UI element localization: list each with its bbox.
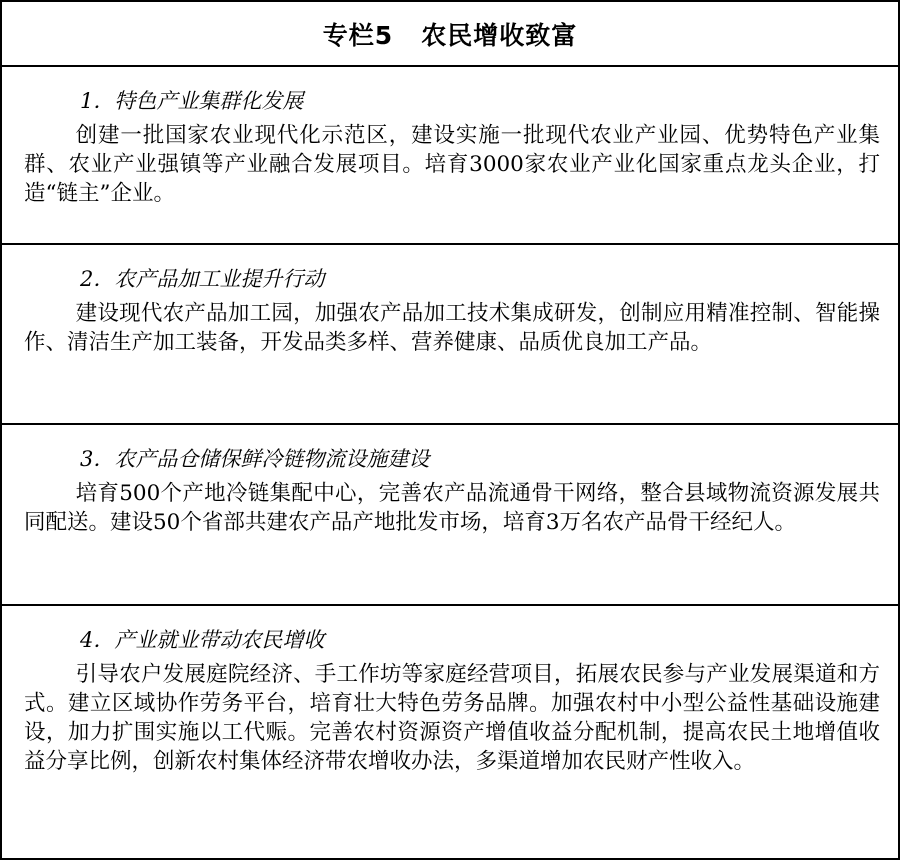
- section-body: 建设现代农产品加工园，加强农产品加工技术集成研发，创制应用精准控制、智能操作、清洁生产加工装备，开发品类多样、营养健康、品质优良加工产品。: [24, 301, 880, 355]
- section-title: 4．产业就业带动农民增收: [80, 628, 325, 652]
- section-title: 3．农产品仓储保鲜冷链物流设施建设: [80, 447, 430, 471]
- section-4: [2, 606, 898, 858]
- section-3: [2, 425, 898, 606]
- section-body: 创建一批国家农业现代化示范区，建设实施一批现代农业产业园、优势特色产业集群、农业产业强镇等产业融合发展项目。培育3000家农业产业化国家重点龙头企业，打造“链主”企业。: [24, 123, 880, 206]
- box-header: [2, 2, 898, 67]
- section-title: 1．特色产业集群化发展: [80, 89, 304, 113]
- section-1: [2, 67, 898, 245]
- section-body: 引导农户发展庭院经济、手工作坊等家庭经营项目，拓展农民参与产业发展渠道和方式。建立区域协作劳务平台，培育壮大特色劳务品牌。加强农村中小型公益性基础设施建设，加力扩围实施以工代赈。完善农村资源资产增值收益分配机制，提高农民土地增值收益分享比例，创新农村集体经济带农增收办法，多渠道增加农民财产性收入。: [24, 662, 880, 774]
- section-body: 培育500个产地冷链集配中心，完善农产品流通骨干网络，整合县域物流资源发展共同配送。建设50个省部共建农产品产地批发市场，培育3万名农产品骨干经纪人。: [24, 481, 880, 535]
- box-number: 专栏5: [322, 20, 394, 50]
- section-2: [2, 245, 898, 425]
- section-title: 2．农产品加工业提升行动: [80, 267, 325, 291]
- box-title: 农民增收致富: [421, 20, 578, 50]
